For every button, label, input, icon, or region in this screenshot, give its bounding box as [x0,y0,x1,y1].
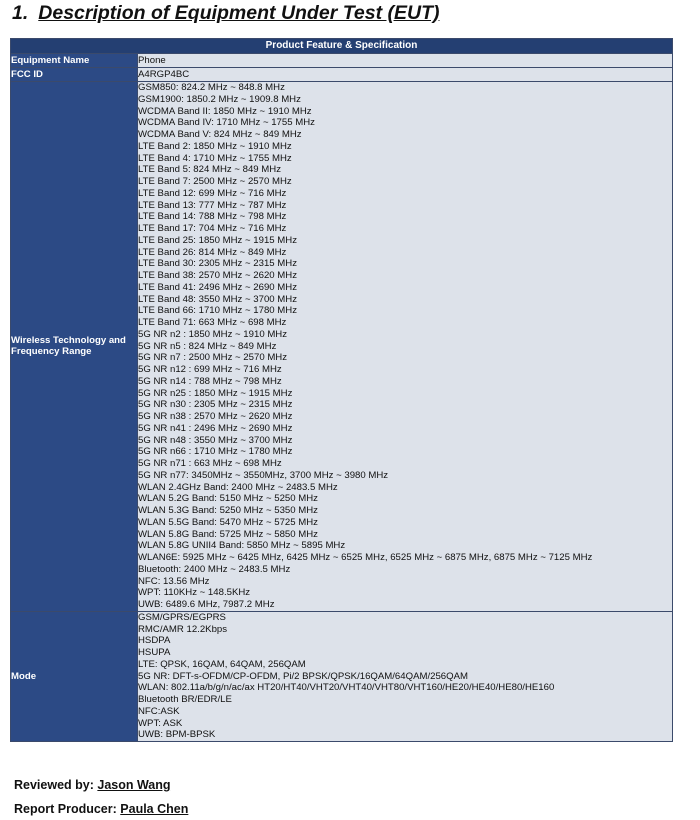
section-heading [12,2,439,25]
wireless-line: WLAN 2.4GHz Band: 2400 MHz ~ 2483.5 MHz [138,481,338,493]
reviewed-by-label: Reviewed by: [14,778,94,792]
mode-line: GSM/GPRS/EGPRS [138,611,226,623]
wireless-line: Bluetooth: 2400 MHz ~ 2483.5 MHz [138,563,291,575]
wireless-line: WLAN6E: 5925 MHz ~ 6425 MHz, 6425 MHz ~ 6525 MHz, 6525 MHz ~ 6875 MHz, 6875 MHz ~ 7125 MHz [138,552,593,563]
wireless-line: LTE Band 2: 1850 MHz ~ 1910 MHz [138,140,292,152]
wireless-line: 5G NR n71 : 663 MHz ~ 698 MHz [138,458,282,469]
wireless-line: LTE Band 38: 2570 MHz ~ 2620 MHz [138,270,298,281]
mode-line: Bluetooth BR/EDR/LE [138,694,232,705]
wireless-line: 5G NR n48 : 3550 MHz ~ 3700 MHz [138,434,293,446]
mode-value [138,611,673,741]
wireless-line: 5G NR n66 : 1710 MHz ~ 1780 MHz [138,446,293,458]
wireless-line: LTE Band 13: 777 MHz ~ 787 MHz [138,199,287,211]
wireless-line: 5G NR n14 : 788 MHz ~ 798 MHz [138,375,282,387]
wireless-line: LTE Band 41: 2496 MHz ~ 2690 MHz [138,281,298,293]
wireless-line: LTE Band 25: 1850 MHz ~ 1915 MHz [138,234,298,246]
wireless-line: 5G NR n5 : 824 MHz ~ 849 MHz [138,340,277,352]
wireless-line: LTE Band 66: 1710 MHz ~ 1780 MHz [138,305,298,317]
mode-row [11,611,673,741]
wireless-line: LTE Band 12: 699 MHz ~ 716 MHz [138,187,287,199]
spec-table-header: Product Feature & Specification [11,39,673,54]
wireless-line: 5G NR n12 : 699 MHz ~ 716 MHz [138,364,282,375]
wireless-line: UWB: 6489.6 MHz, 7987.2 MHz [138,599,275,610]
wireless-row [11,82,673,612]
wireless-line: GSM850: 824.2 MHz ~ 848.8 MHz [138,82,285,93]
wireless-line: WLAN 5.8G UNII4 Band: 5850 MHz ~ 5895 MHz [138,540,346,552]
spec-table-header-row [11,39,673,54]
spec-table [10,38,673,742]
wireless-line: LTE Band 4: 1710 MHz ~ 1755 MHz [138,152,292,164]
equipment-name-value: Phone [138,54,673,68]
wireless-line: LTE Band 17: 704 MHz ~ 716 MHz [138,223,287,234]
wireless-line: 5G NR n25 : 1850 MHz ~ 1915 MHz [138,387,293,399]
wireless-line: GSM1900: 1850.2 MHz ~ 1909.8 MHz [138,93,301,105]
reviewed-by [14,778,171,792]
report-producer-label: Report Producer: [14,802,117,816]
mode-line: HSDPA [138,635,171,647]
wireless-line: WCDMA Band II: 1850 MHz ~ 1910 MHz [138,105,312,117]
reviewer-name: Jason Wang [97,778,171,792]
wireless-line: WLAN 5.8G Band: 5725 MHz ~ 5850 MHz [138,528,318,540]
wireless-line: LTE Band 26: 814 MHz ~ 849 MHz [138,246,287,258]
mode-line: LTE: QPSK, 16QAM, 64QAM, 256QAM [138,658,306,670]
equipment-name-label: Equipment Name [11,54,138,68]
wireless-line: WPT: 110KHz ~ 148.5KHz [138,587,251,599]
mode-label: Mode [11,611,138,741]
wireless-line: 5G NR n2 : 1850 MHz ~ 1910 MHz [138,328,288,340]
wireless-line: LTE Band 48: 3550 MHz ~ 3700 MHz [138,293,298,305]
equipment-name-row [11,54,673,68]
mode-line: 5G NR: DFT-s-OFDM/CP-OFDM, Pi/2 BPSK/QPSK/16QAM/64QAM/256QAM [138,670,468,682]
wireless-label: Wireless Technology and Frequency Range [11,82,138,612]
wireless-line: LTE Band 5: 824 MHz ~ 849 MHz [138,164,281,176]
wireless-line: LTE Band 71: 663 MHz ~ 698 MHz [138,317,287,328]
mode-line: UWB: BPM-BPSK [138,729,216,741]
wireless-line: 5G NR n30 : 2305 MHz ~ 2315 MHz [138,399,293,411]
section-title: Description of Equipment Under Test (EUT) [38,2,440,24]
mode-line: NFC:ASK [138,705,180,717]
fcc-id-label: FCC ID [11,68,138,82]
wireless-line: WLAN 5.3G Band: 5250 MHz ~ 5350 MHz [138,505,318,516]
fcc-id-row [11,68,673,82]
producer-name: Paula Chen [120,802,189,816]
section-number: 1. [12,2,29,24]
mode-line: WLAN: 802.11a/b/g/n/ac/ax HT20/HT40/VHT20/VHT40/VHT80/VHT160/HE20/HE40/HE80/HE160 [138,682,555,694]
fcc-id-value: A4RGP4BC [138,68,673,82]
mode-line: WPT: ASK [138,717,183,729]
wireless-line: WCDMA Band V: 824 MHz ~ 849 MHz [138,129,302,140]
mode-line: HSUPA [138,647,171,658]
wireless-line: NFC: 13.56 MHz [138,575,210,587]
mode-line: RMC/AMR 12.2Kbps [138,623,228,635]
wireless-line: 5G NR n77: 3450MHz ~ 3550MHz, 3700 MHz ~ 3980 MHz [138,469,389,481]
wireless-line: WLAN 5.2G Band: 5150 MHz ~ 5250 MHz [138,493,318,505]
wireless-line: LTE Band 7: 2500 MHz ~ 2570 MHz [138,176,292,187]
report-producer [14,802,188,816]
wireless-line: WLAN 5.5G Band: 5470 MHz ~ 5725 MHz [138,516,318,528]
wireless-line: LTE Band 30: 2305 MHz ~ 2315 MHz [138,258,298,270]
wireless-line: 5G NR n38 : 2570 MHz ~ 2620 MHz [138,411,293,422]
wireless-line: WCDMA Band IV: 1710 MHz ~ 1755 MHz [138,117,315,129]
wireless-line: LTE Band 14: 788 MHz ~ 798 MHz [138,211,287,223]
wireless-line: 5G NR n41 : 2496 MHz ~ 2690 MHz [138,422,293,434]
wireless-line: 5G NR n7 : 2500 MHz ~ 2570 MHz [138,352,288,364]
wireless-value [138,82,673,612]
